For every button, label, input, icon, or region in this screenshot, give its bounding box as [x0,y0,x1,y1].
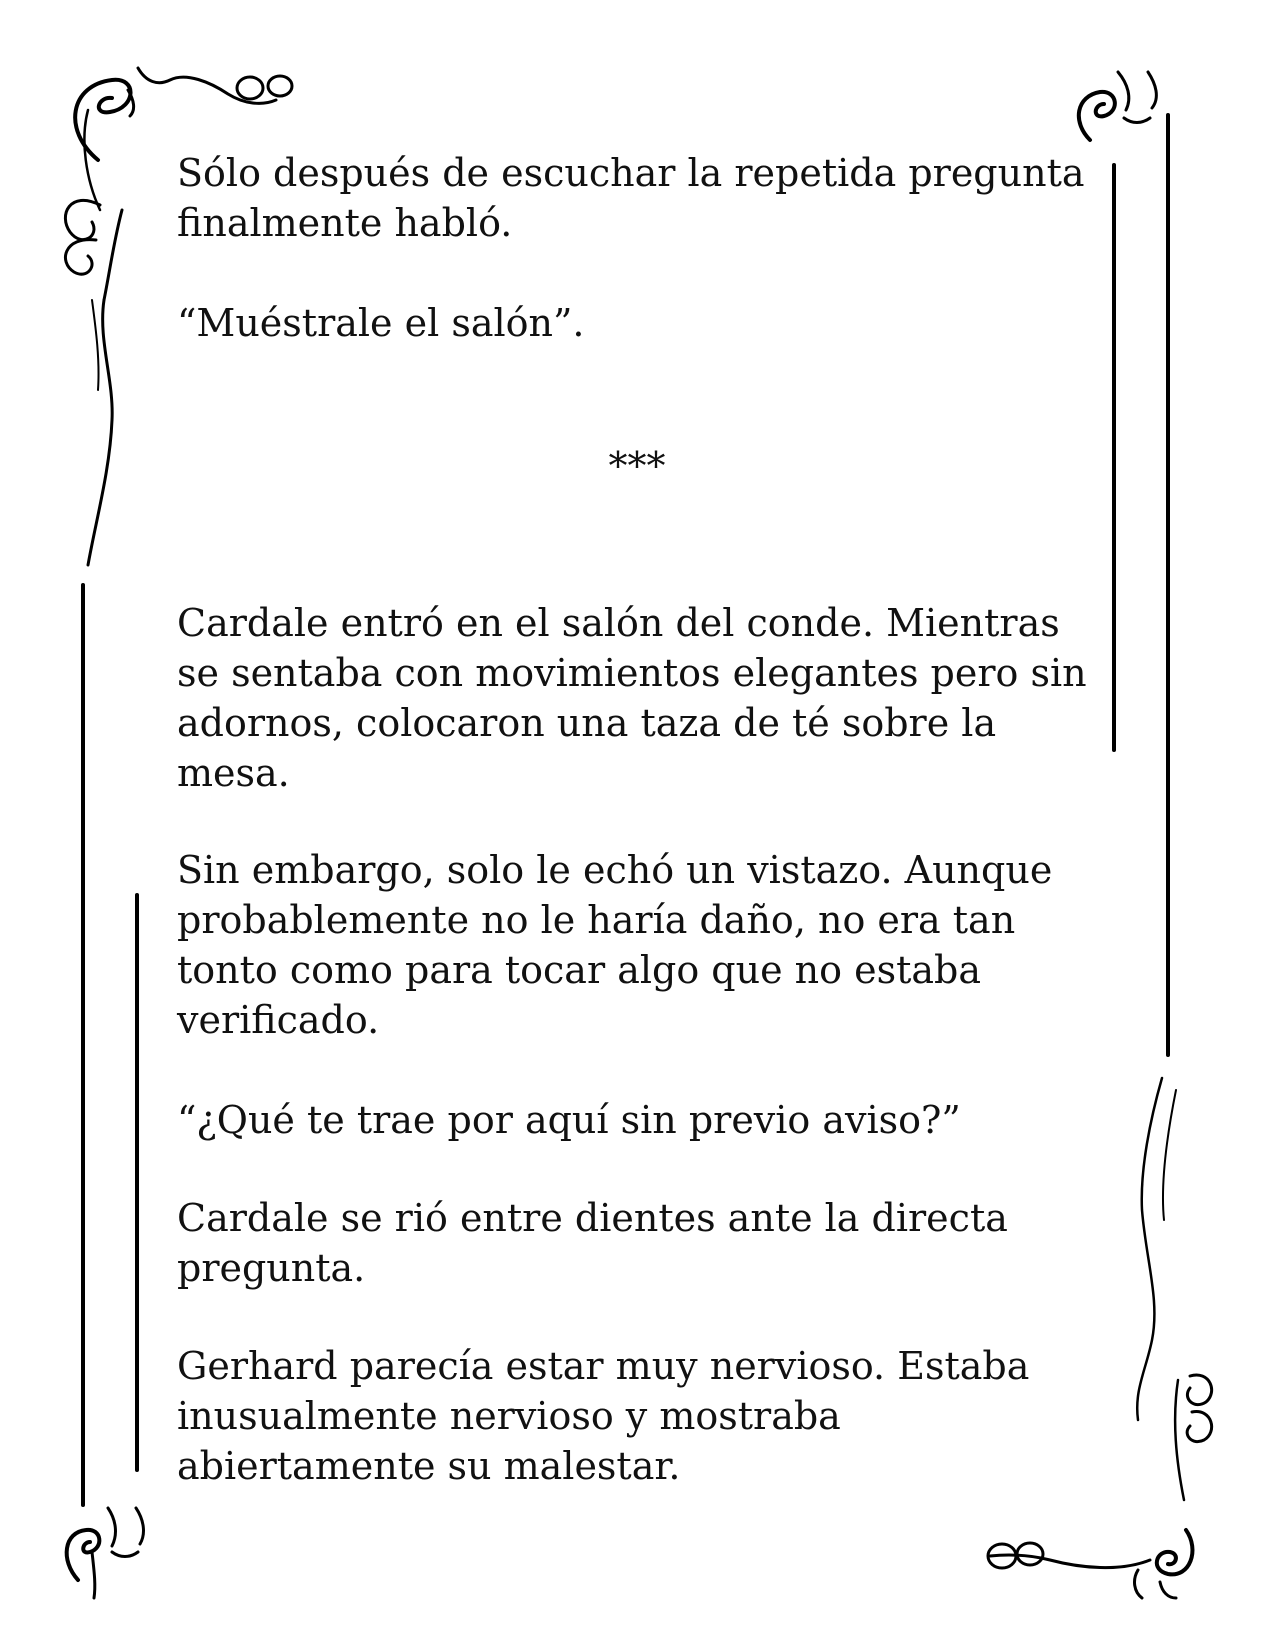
paragraph-7: Gerhard parecía estar muy nervioso. Estaba inusualmente nervioso y mostraba abiertamente su malestar. [177,1344,1030,1488]
paragraph-3: Cardale entró en el salón del conde. Mientras se sentaba con movimientos elegantes pero sin adornos, colocaron una taza de té sobre la mesa. [177,601,1087,795]
paragraph-1: Sólo después de escuchar la repetida pregunta finalmente habló. [177,151,1085,245]
paragraph-2: “Muéstrale el salón”. [177,301,585,345]
bottom-right-flourish [988,1078,1212,1598]
scene-separator: *** [608,444,666,488]
paragraph-6: Cardale se rió entre dientes ante la directa pregunta. [177,1196,1008,1290]
paragraph-4: Sin embargo, solo le echó un vistazo. Aunque probablemente no le haría daño, no era tan tonto como para tocar algo que no estaba verificado. [177,848,1053,1042]
top-right-flourish [1079,72,1157,140]
paragraph-5: “¿Qué te trae por aquí sin previo aviso?” [177,1098,961,1142]
bottom-left-flourish [67,1508,144,1598]
